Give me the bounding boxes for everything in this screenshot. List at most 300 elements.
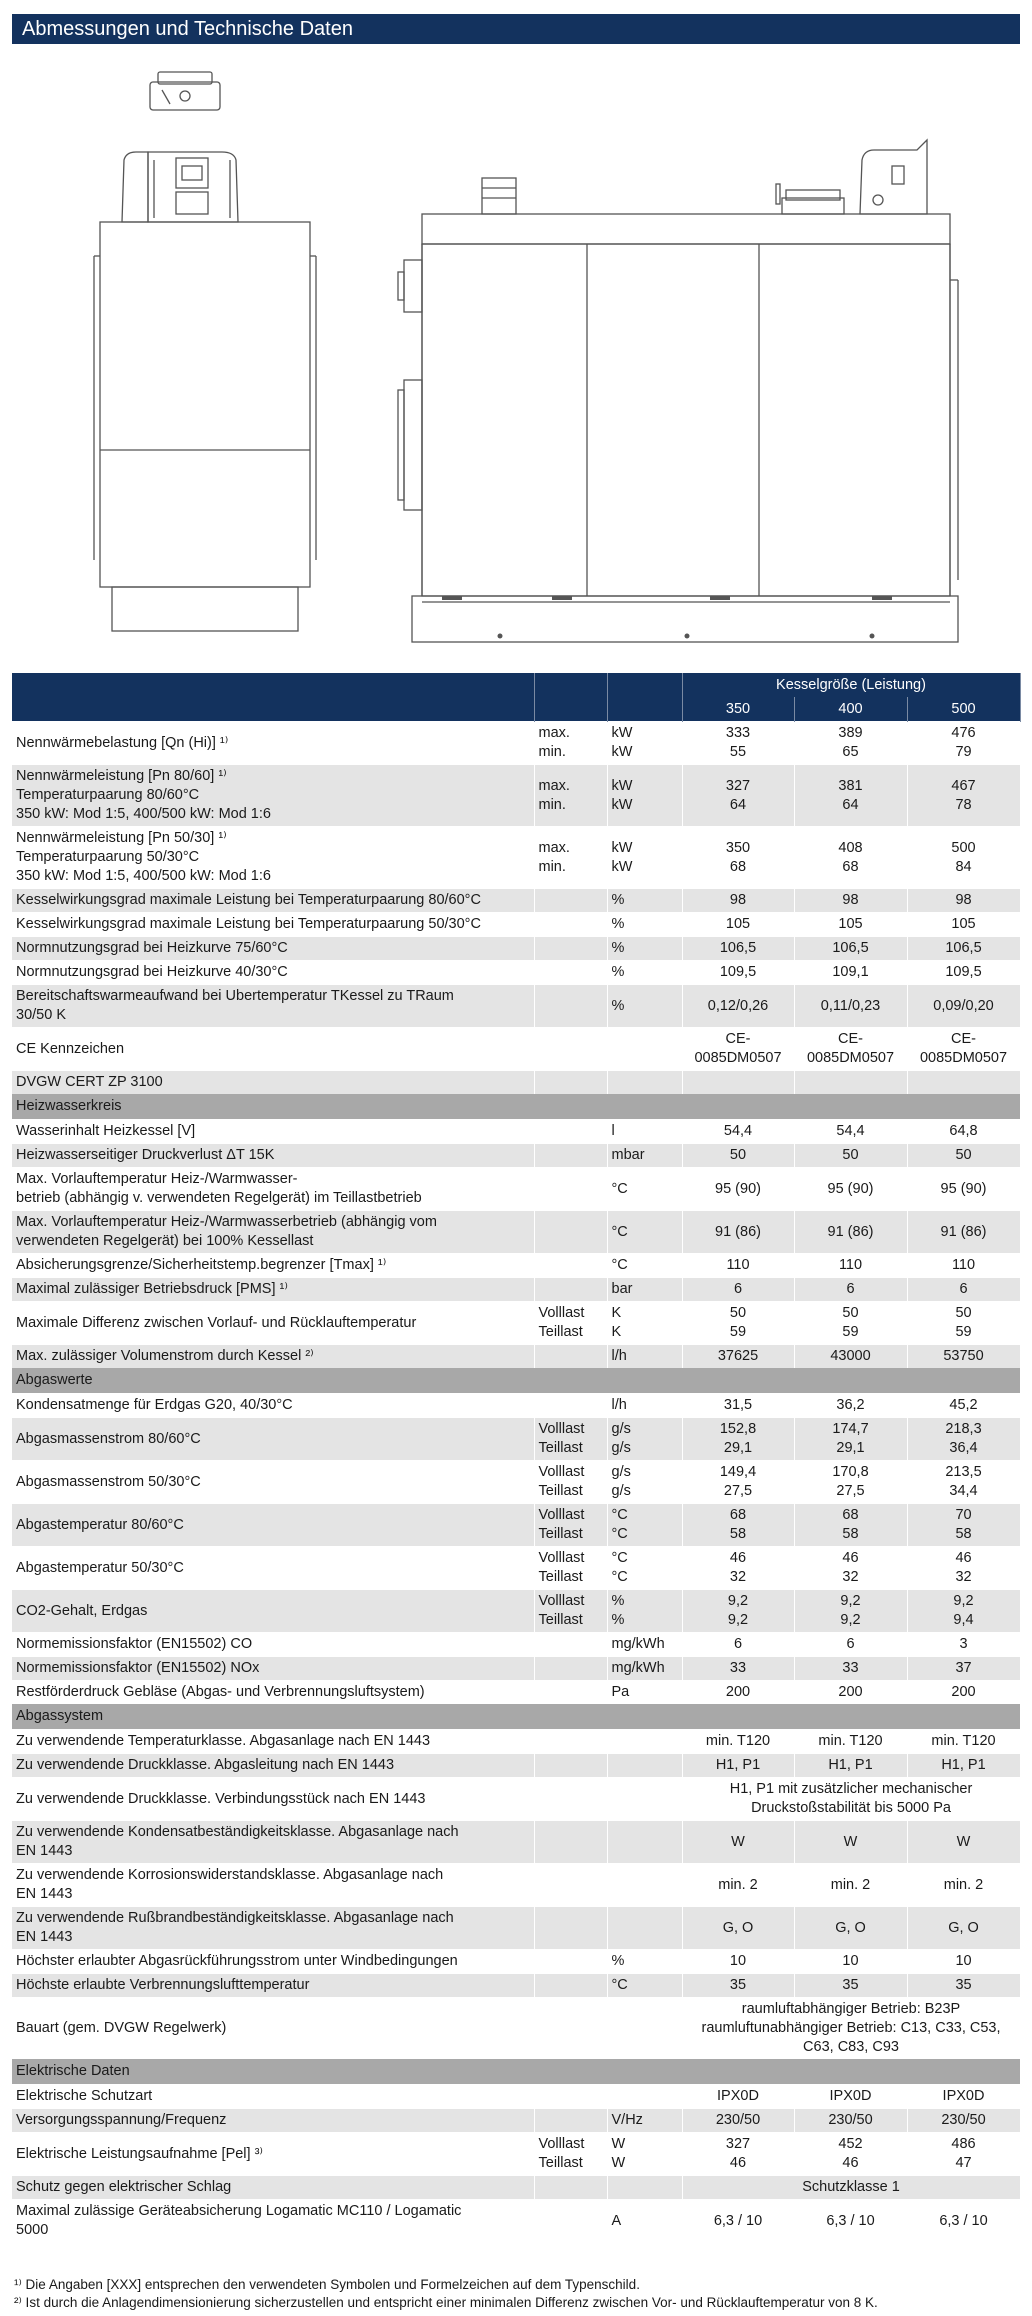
value-cell: 9,2 9,4	[907, 1590, 1020, 1633]
value-cell: 37	[907, 1657, 1020, 1681]
table-row	[12, 1345, 1020, 1369]
row-condition	[534, 1278, 607, 1302]
row-condition	[534, 1120, 607, 1144]
row-condition	[534, 1394, 607, 1418]
value-cell: min. T120	[682, 1730, 794, 1754]
row-unit: %	[607, 937, 682, 961]
value-cell: 0,12/0,26	[682, 985, 794, 1028]
row-condition	[534, 1168, 607, 1211]
value-cell: 500 84	[907, 827, 1020, 889]
row-unit: g/s g/s	[607, 1418, 682, 1461]
row-label: Schutz gegen elektrischer Schlag	[12, 2176, 534, 2200]
table-row	[12, 1168, 1020, 1211]
row-unit: l/h	[607, 1394, 682, 1418]
row-label: Restförderdruck Gebläse (Abgas- und Verbrennungsluftsystem)	[12, 1681, 534, 1705]
boiler-technical-drawing	[12, 60, 1020, 660]
value-cell: 50 59	[682, 1302, 794, 1345]
value-cell: 110	[794, 1254, 907, 1278]
row-unit	[607, 1998, 682, 2060]
table-row	[12, 722, 1020, 765]
row-unit: % %	[607, 1590, 682, 1633]
row-condition: max. min.	[534, 827, 607, 889]
value-cell: 105	[682, 913, 794, 937]
row-label: Bauart (gem. DVGW Regelwerk)	[12, 1998, 534, 2060]
value-cell: 46 32	[907, 1547, 1020, 1590]
table-row	[12, 1998, 1020, 2060]
row-condition	[534, 1681, 607, 1705]
value-cell: 50	[682, 1144, 794, 1168]
value-cell: 43000	[794, 1345, 907, 1369]
value-cell: 106,5	[794, 937, 907, 961]
row-label: Kesselwirkungsgrad maximale Leistung bei Temperaturpaarung 80/60°C	[12, 889, 534, 913]
row-label: Abgastemperatur 50/30°C	[12, 1547, 534, 1590]
value-cell: 174,7 29,1	[794, 1418, 907, 1461]
row-label: DVGW CERT ZP 3100	[12, 1071, 534, 1095]
row-condition	[534, 1028, 607, 1071]
table-row	[12, 1461, 1020, 1504]
row-label: Elektrische Leistungsaufnahme [Pel] ³⁾	[12, 2133, 534, 2176]
row-label: Maximale Differenz zwischen Vorlauf- und Rücklauftemperatur	[12, 1302, 534, 1345]
value-cell	[794, 1071, 907, 1095]
row-condition	[534, 937, 607, 961]
value-cell: 95 (90)	[682, 1168, 794, 1211]
value-cell: 0,09/0,20	[907, 985, 1020, 1028]
row-label: CE Kennzeichen	[12, 1028, 534, 1071]
value-cell: 95 (90)	[907, 1168, 1020, 1211]
value-cell: 36,2	[794, 1394, 907, 1418]
value-cell: 50	[907, 1144, 1020, 1168]
value-cell: 35	[682, 1974, 794, 1998]
row-unit: l	[607, 1120, 682, 1144]
value-cell: 10	[794, 1950, 907, 1974]
value-cell: 37625	[682, 1345, 794, 1369]
column-header: 500	[907, 697, 1020, 722]
value-cell: 106,5	[907, 937, 1020, 961]
row-label: Zu verwendende Druckklasse. Verbindungsstück nach EN 1443	[12, 1778, 534, 1821]
section-header	[12, 1094, 1020, 1120]
value-cell: 53750	[907, 1345, 1020, 1369]
value-cell: 333 55	[682, 722, 794, 765]
row-condition: Volllast Teillast	[534, 2133, 607, 2176]
table-row	[12, 913, 1020, 937]
row-unit	[607, 1730, 682, 1754]
row-unit	[607, 2176, 682, 2200]
value-cell: 10	[682, 1950, 794, 1974]
row-label: Abgasmassenstrom 50/30°C	[12, 1461, 534, 1504]
row-unit	[607, 1071, 682, 1095]
value-cell: CE- 0085DM0507	[682, 1028, 794, 1071]
value-cell: 9,2 9,2	[682, 1590, 794, 1633]
row-condition: Volllast Teillast	[534, 1418, 607, 1461]
value-cell: 68 58	[794, 1504, 907, 1547]
row-unit: l/h	[607, 1345, 682, 1369]
row-condition	[534, 2176, 607, 2200]
table-row	[12, 1730, 1020, 1754]
table-row	[12, 1144, 1020, 1168]
value-cell: 110	[907, 1254, 1020, 1278]
table-row	[12, 1950, 1020, 1974]
value-cell: 45,2	[907, 1394, 1020, 1418]
row-unit: mg/kWh	[607, 1633, 682, 1657]
value-cell: 33	[682, 1657, 794, 1681]
value-cell: 6	[907, 1278, 1020, 1302]
row-condition: Volllast Teillast	[534, 1590, 607, 1633]
row-unit: °C	[607, 1168, 682, 1211]
value-cell: 200	[907, 1681, 1020, 1705]
table-row	[12, 1211, 1020, 1254]
row-label: Nennwärmeleistung [Pn 50/30] ¹⁾ Temperaturpaarung 50/30°C 350 kW: Mod 1:5, 400/500 kW: Mod 1:6	[12, 827, 534, 889]
value-cell: 70 58	[907, 1504, 1020, 1547]
row-label: Normemissionsfaktor (EN15502) NOx	[12, 1657, 534, 1681]
value-cell: W	[682, 1821, 794, 1864]
value-cell: W	[907, 1821, 1020, 1864]
footnote: ²⁾ Ist durch die Anlagendimensionierung sicherzustellen und entspricht einer minimalen Differenz zwischen Vor- und Rücklauftemperatur von 8 K.	[14, 2295, 878, 2310]
row-condition	[534, 1821, 607, 1864]
value-cell: min. T120	[907, 1730, 1020, 1754]
table-row	[12, 1254, 1020, 1278]
value-cell: 95 (90)	[794, 1168, 907, 1211]
row-label: Wasserinhalt Heizkessel [V]	[12, 1120, 534, 1144]
column-group-header: Kesselgröße (Leistung)	[682, 673, 1020, 697]
row-condition	[534, 1730, 607, 1754]
row-unit: kW kW	[607, 765, 682, 827]
row-label: Max. zulässiger Volumenstrom durch Kessel ²⁾	[12, 1345, 534, 1369]
value-cell: 200	[682, 1681, 794, 1705]
value-cell: 6	[794, 1278, 907, 1302]
row-condition: Volllast Teillast	[534, 1302, 607, 1345]
value-cell: 381 64	[794, 765, 907, 827]
section-title: Heizwasserkreis	[12, 1094, 1020, 1120]
row-condition	[534, 1998, 607, 2060]
value-cell: 54,4	[682, 1120, 794, 1144]
front-view-drawing	[94, 72, 316, 631]
row-unit: %	[607, 913, 682, 937]
value-cell: min. T120	[794, 1730, 907, 1754]
value-cell: min. 2	[794, 1864, 907, 1907]
row-unit: %	[607, 1950, 682, 1974]
row-label: Zu verwendende Korrosionswiderstandsklasse. Abgasanlage nach EN 1443	[12, 1864, 534, 1907]
row-condition	[534, 1071, 607, 1095]
row-condition	[534, 1211, 607, 1254]
row-label: Kondensatmenge für Erdgas G20, 40/30°C	[12, 1394, 534, 1418]
row-unit: K K	[607, 1302, 682, 1345]
row-label: Abgasmassenstrom 80/60°C	[12, 1418, 534, 1461]
row-condition	[534, 985, 607, 1028]
row-unit	[607, 1864, 682, 1907]
row-unit	[607, 1821, 682, 1864]
value-cell	[682, 1071, 794, 1095]
table-row	[12, 1974, 1020, 1998]
value-cell: H1, P1	[794, 1754, 907, 1778]
row-unit: g/s g/s	[607, 1461, 682, 1504]
table-row	[12, 1657, 1020, 1681]
value-cell: 218,3 36,4	[907, 1418, 1020, 1461]
table-row	[12, 1633, 1020, 1657]
row-condition	[534, 1907, 607, 1950]
row-label: Zu verwendende Rußbrandbeständigkeitsklasse. Abgasanlage nach EN 1443	[12, 1907, 534, 1950]
row-condition	[534, 1144, 607, 1168]
value-cell: G, O	[682, 1907, 794, 1950]
row-unit: Pa	[607, 1681, 682, 1705]
row-label: Höchste erlaubte Verbrennungslufttemperatur	[12, 1974, 534, 1998]
side-view-drawing	[398, 140, 958, 642]
table-row	[12, 1864, 1020, 1907]
table-row	[12, 1778, 1020, 1821]
value-cell: H1, P1	[907, 1754, 1020, 1778]
value-cell: 64,8	[907, 1120, 1020, 1144]
value-cell: 35	[907, 1974, 1020, 1998]
row-label: Zu verwendende Temperaturklasse. Abgasanlage nach EN 1443	[12, 1730, 534, 1754]
table-row	[12, 1547, 1020, 1590]
row-label: Maximal zulässiger Betriebsdruck [PMS] ¹⁾	[12, 1278, 534, 1302]
value-cell: 91 (86)	[682, 1211, 794, 1254]
row-unit: V/Hz	[607, 2109, 682, 2133]
row-label: Normnutzungsgrad bei Heizkurve 75/60°C	[12, 937, 534, 961]
row-unit: °C °C	[607, 1547, 682, 1590]
row-condition	[534, 913, 607, 937]
row-unit: bar	[607, 1278, 682, 1302]
value-cell: 476 79	[907, 722, 1020, 765]
row-unit	[607, 1754, 682, 1778]
row-condition: Volllast Teillast	[534, 1504, 607, 1547]
section-header	[12, 2059, 1020, 2085]
value-cell: 109,5	[682, 961, 794, 985]
row-condition	[534, 1345, 607, 1369]
row-label: Kesselwirkungsgrad maximale Leistung bei Temperaturpaarung 50/30°C	[12, 913, 534, 937]
row-condition: Volllast Teillast	[534, 1461, 607, 1504]
row-condition	[534, 1864, 607, 1907]
table-row	[12, 1754, 1020, 1778]
row-label: Nennwärmeleistung [Pn 80/60] ¹⁾ Temperaturpaarung 80/60°C 350 kW: Mod 1:5, 400/500 kW: Mod 1:6	[12, 765, 534, 827]
value-cell: H1, P1	[682, 1754, 794, 1778]
technical-data-table	[12, 673, 1021, 2242]
row-condition	[534, 1974, 607, 1998]
value-cell: IPX0D	[682, 2085, 794, 2109]
value-cell: 109,5	[907, 961, 1020, 985]
value-cell: 350 68	[682, 827, 794, 889]
value-cell: min. 2	[682, 1864, 794, 1907]
row-condition	[534, 2200, 607, 2243]
row-label: Heizwasserseitiger Druckverlust ΔT 15K	[12, 1144, 534, 1168]
column-header: 400	[794, 697, 907, 722]
table-row	[12, 1590, 1020, 1633]
table-row	[12, 2085, 1020, 2109]
row-unit: °C	[607, 1254, 682, 1278]
value-cell: 213,5 34,4	[907, 1461, 1020, 1504]
row-label: Normemissionsfaktor (EN15502) CO	[12, 1633, 534, 1657]
row-label: Versorgungsspannung/Frequenz	[12, 2109, 534, 2133]
row-label: CO2-Gehalt, Erdgas	[12, 1590, 534, 1633]
value-cell: 35	[794, 1974, 907, 1998]
row-unit	[607, 1907, 682, 1950]
value-cell: 327 64	[682, 765, 794, 827]
table-row	[12, 1907, 1020, 1950]
table-row	[12, 827, 1020, 889]
table-row	[12, 2176, 1020, 2200]
value-cell	[907, 1071, 1020, 1095]
value-cell: 467 78	[907, 765, 1020, 827]
value-cell: 33	[794, 1657, 907, 1681]
value-cell: G, O	[794, 1907, 907, 1950]
value-cell: 46 32	[682, 1547, 794, 1590]
value-cell: 31,5	[682, 1394, 794, 1418]
value-cell: 327 46	[682, 2133, 794, 2176]
row-condition	[534, 1778, 607, 1821]
table-row	[12, 937, 1020, 961]
value-cell: CE- 0085DM0507	[794, 1028, 907, 1071]
table-row	[12, 985, 1020, 1028]
table-row	[12, 2200, 1020, 2243]
table-row	[12, 1120, 1020, 1144]
section-title: Abgassystem	[12, 1704, 1020, 1730]
table-row	[12, 2109, 1020, 2133]
value-cell: W	[794, 1821, 907, 1864]
value-cell: 3	[907, 1633, 1020, 1657]
row-condition	[534, 2109, 607, 2133]
row-label: Zu verwendende Druckklasse. Abgasleitung nach EN 1443	[12, 1754, 534, 1778]
value-cell: 230/50	[682, 2109, 794, 2133]
section-header	[12, 1704, 1020, 1730]
row-condition	[534, 1657, 607, 1681]
value-cell: 98	[907, 889, 1020, 913]
value-cell: 98	[794, 889, 907, 913]
value-cell: 6	[794, 1633, 907, 1657]
value-cell-merged: Schutzklasse 1	[682, 2176, 1020, 2200]
row-label: Zu verwendende Kondensatbeständigkeitsklasse. Abgasanlage nach EN 1443	[12, 1821, 534, 1864]
row-condition: max. min.	[534, 765, 607, 827]
row-unit: mg/kWh	[607, 1657, 682, 1681]
value-cell: 200	[794, 1681, 907, 1705]
value-cell: CE- 0085DM0507	[907, 1028, 1020, 1071]
section-header	[12, 1368, 1020, 1394]
row-condition	[534, 961, 607, 985]
section-title: Elektrische Daten	[12, 2059, 1020, 2085]
value-cell: 46 32	[794, 1547, 907, 1590]
row-unit: W W	[607, 2133, 682, 2176]
value-cell: 6	[682, 1278, 794, 1302]
section-title: Abgaswerte	[12, 1368, 1020, 1394]
value-cell: 106,5	[682, 937, 794, 961]
table-row	[12, 1394, 1020, 1418]
value-cell: 6,3 / 10	[682, 2200, 794, 2243]
row-label: Höchster erlaubter Abgasrückführungsstrom unter Windbedingungen	[12, 1950, 534, 1974]
table-row	[12, 765, 1020, 827]
row-unit	[607, 1028, 682, 1071]
value-cell: 0,11/0,23	[794, 985, 907, 1028]
value-cell: 230/50	[794, 2109, 907, 2133]
value-cell: 105	[794, 913, 907, 937]
column-header: 350	[682, 697, 794, 722]
table-row	[12, 1302, 1020, 1345]
value-cell: 50 59	[794, 1302, 907, 1345]
value-cell-merged: raumluftabhängiger Betrieb: B23P raumluftunabhängiger Betrieb: C13, C33, C53, C63, C83, C93	[682, 1998, 1020, 2060]
value-cell: min. 2	[907, 1864, 1020, 1907]
value-cell: 149,4 27,5	[682, 1461, 794, 1504]
value-cell: 152,8 29,1	[682, 1418, 794, 1461]
table-row	[12, 1071, 1020, 1095]
value-cell: 9,2 9,2	[794, 1590, 907, 1633]
row-condition	[534, 1950, 607, 1974]
row-label: Absicherungsgrenze/Sicherheitstemp.begrenzer [Tmax] ¹⁾	[12, 1254, 534, 1278]
row-label: Max. Vorlauftemperatur Heiz-/Warmwasser- betrieb (abhängig v. verwendeten Regelgerät) im Teillastbetrieb	[12, 1168, 534, 1211]
table-row	[12, 1028, 1020, 1071]
value-cell: 389 65	[794, 722, 907, 765]
row-unit: %	[607, 985, 682, 1028]
table-row	[12, 961, 1020, 985]
value-cell: 452 46	[794, 2133, 907, 2176]
row-label: Abgastemperatur 80/60°C	[12, 1504, 534, 1547]
row-unit	[607, 2085, 682, 2109]
value-cell: 50 59	[907, 1302, 1020, 1345]
value-cell: 91 (86)	[794, 1211, 907, 1254]
value-cell: 91 (86)	[907, 1211, 1020, 1254]
value-cell: 6,3 / 10	[907, 2200, 1020, 2243]
value-cell: 110	[682, 1254, 794, 1278]
value-cell: 68 58	[682, 1504, 794, 1547]
row-unit: °C	[607, 1211, 682, 1254]
row-label: Maximal zulässige Geräteabsicherung Logamatic MC110 / Logamatic 5000	[12, 2200, 534, 2243]
row-unit	[607, 1778, 682, 1821]
value-cell: IPX0D	[794, 2085, 907, 2109]
value-cell: 486 47	[907, 2133, 1020, 2176]
table-row	[12, 1821, 1020, 1864]
row-condition	[534, 1633, 607, 1657]
row-unit: %	[607, 961, 682, 985]
row-unit: A	[607, 2200, 682, 2243]
value-cell: 50	[794, 1144, 907, 1168]
row-unit: kW kW	[607, 827, 682, 889]
table-row	[12, 1278, 1020, 1302]
row-unit: mbar	[607, 1144, 682, 1168]
value-cell: 408 68	[794, 827, 907, 889]
table-row	[12, 1504, 1020, 1547]
row-condition	[534, 1254, 607, 1278]
row-label: Bereitschaftswarmeaufwand bei Ubertemperatur TKessel zu TRaum 30/50 K	[12, 985, 534, 1028]
row-label: Nennwärmebelastung [Qn (Hi)] ¹⁾	[12, 722, 534, 765]
row-condition	[534, 889, 607, 913]
value-cell: G, O	[907, 1907, 1020, 1950]
row-unit: %	[607, 889, 682, 913]
value-cell: 230/50	[907, 2109, 1020, 2133]
value-cell: 54,4	[794, 1120, 907, 1144]
value-cell: 98	[682, 889, 794, 913]
value-cell: IPX0D	[907, 2085, 1020, 2109]
row-condition: max. min.	[534, 722, 607, 765]
row-label: Elektrische Schutzart	[12, 2085, 534, 2109]
row-condition	[534, 1754, 607, 1778]
value-cell: 6	[682, 1633, 794, 1657]
value-cell-merged: H1, P1 mit zusätzlicher mechanischer Druckstoßstabilität bis 5000 Pa	[682, 1778, 1020, 1821]
row-unit: °C °C	[607, 1504, 682, 1547]
row-condition: Volllast Teillast	[534, 1547, 607, 1590]
value-cell: 6,3 / 10	[794, 2200, 907, 2243]
footnote: ¹⁾ Die Angaben [XXX] entsprechen den verwendeten Symbolen und Formelzeichen auf dem Typenschild.	[14, 2277, 640, 2292]
table-row	[12, 889, 1020, 913]
value-cell: 109,1	[794, 961, 907, 985]
page-title: Abmessungen und Technische Daten	[12, 14, 1020, 44]
table-row	[12, 1418, 1020, 1461]
row-condition	[534, 2085, 607, 2109]
value-cell: 170,8 27,5	[794, 1461, 907, 1504]
row-unit: kW kW	[607, 722, 682, 765]
row-unit: °C	[607, 1974, 682, 1998]
row-label: Max. Vorlauftemperatur Heiz-/Warmwasserbetrieb (abhängig vom verwendeten Regelgerät) bei 100% Kessellast	[12, 1211, 534, 1254]
value-cell: 105	[907, 913, 1020, 937]
table-row	[12, 1681, 1020, 1705]
table-row	[12, 2133, 1020, 2176]
table-body	[12, 722, 1020, 2243]
row-label: Normnutzungsgrad bei Heizkurve 40/30°C	[12, 961, 534, 985]
